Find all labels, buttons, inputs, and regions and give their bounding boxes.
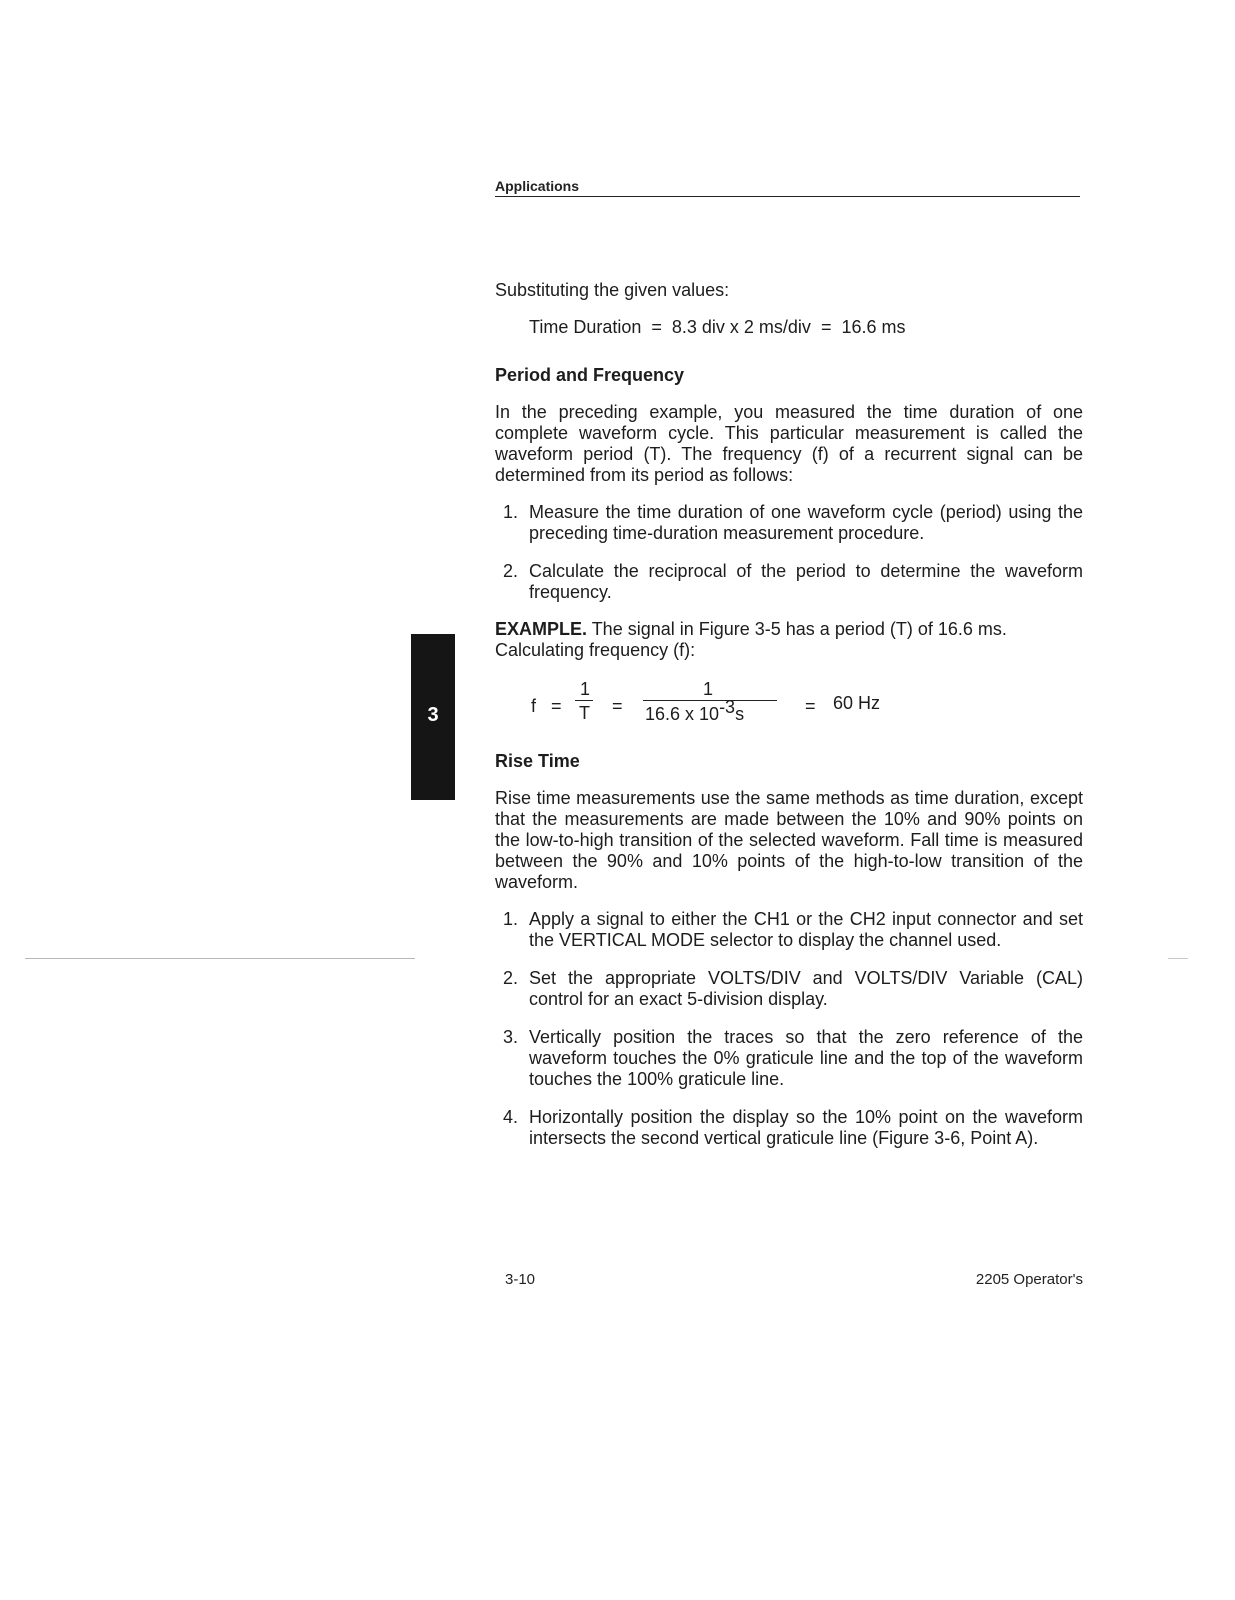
period-steps-list [495,502,1083,603]
formula-equals-2: = [612,696,623,716]
fraction-bar-1 [575,700,593,701]
list-item [495,909,1083,951]
list-item [495,561,1083,603]
step-text: Set the appropriate VOLTS/DIV and VOLTS/DIV Variable (CAL) control for an exact 5-division display. [529,968,1083,1009]
rise-steps-list [495,909,1083,1149]
time-duration-equation: Time Duration = 8.3 div x 2 ms/div = 16.6 ms [529,317,906,337]
frequency-formula [495,679,1083,731]
main-content [495,280,1083,1149]
example-text: The signal in Figure 3-5 has a period (T) of 16.6 ms. [587,619,1007,639]
formula-numerator-2: 1 [703,679,714,699]
formula-numerator-1: 1 [580,679,591,699]
formula-equals-1: = [551,696,562,716]
step-text: Apply a signal to either the CH1 or the CH2 input connector and set the VERTICAL MODE selector to display the channel used. [529,909,1083,950]
period-paragraph: In the preceding example, you measured the time duration of one complete waveform cycle. This particular measurement is called the waveform period (T). The frequency (f) of a recurrent signal can be determined from its period as follows: [495,402,1083,485]
formula-denominator-1: T [579,703,590,723]
formula-f: f [531,696,537,716]
margin-rule [25,958,415,959]
formula-result: 60 Hz [833,693,881,713]
step-number: 2. [503,968,519,988]
list-item [495,1027,1083,1090]
list-item [495,1107,1083,1149]
step-number: 1. [503,909,519,929]
rise-time-heading: Rise Time [495,751,580,771]
running-head: Applications [495,178,1080,197]
footer-manual-title: 2205 Operator's [975,1271,1083,1288]
section-tab [411,634,455,800]
rise-time-paragraph: Rise time measurements use the same methods as time duration, except that the measurements are made between the 10% and 90% points on the low-to-high transition of the selected waveform. Fall time is measured between the 90% and 10% points of the high-to-low transition of the waveform. [495,788,1083,892]
substituting-line: Substituting the given values: [495,280,730,300]
step-text: Calculate the reciprocal of the period to determine the waveform frequency. [529,561,1083,602]
denominator-unit: s [735,704,745,724]
step-text: Measure the time duration of one waveform cycle (period) using the preceding time-duration measurement procedure. [529,502,1083,543]
fraction-bar-2 [643,700,777,701]
step-number: 1. [503,502,519,522]
step-number: 4. [503,1107,519,1127]
example-paragraph-line2: Calculating frequency (f): [495,640,696,660]
footer-page-number: 3-10 [505,1271,536,1288]
example-paragraph [495,619,1083,640]
formula-equals-3: = [805,696,816,716]
step-text: Horizontally position the display so the 10% point on the waveform intersects the second vertical graticule line (Figure 3-6, Point A). [529,1107,1083,1148]
list-item [495,502,1083,544]
step-number: 2. [503,561,519,581]
denominator-base: 16.6 x 10 [645,704,720,724]
list-item [495,968,1083,1010]
margin-rule-right [1168,958,1188,959]
formula-denominator-2 [645,697,745,725]
section-tab-number: 3 [427,704,439,726]
example-label: EXAMPLE. [495,619,588,639]
period-frequency-heading: Period and Frequency [495,365,685,385]
step-number: 3. [503,1027,519,1047]
step-text: Vertically position the traces so that the zero reference of the waveform touches the 0% graticule line and the top of the waveform touches the 100% graticule line. [529,1027,1083,1089]
denominator-exponent: -3 [719,697,736,717]
